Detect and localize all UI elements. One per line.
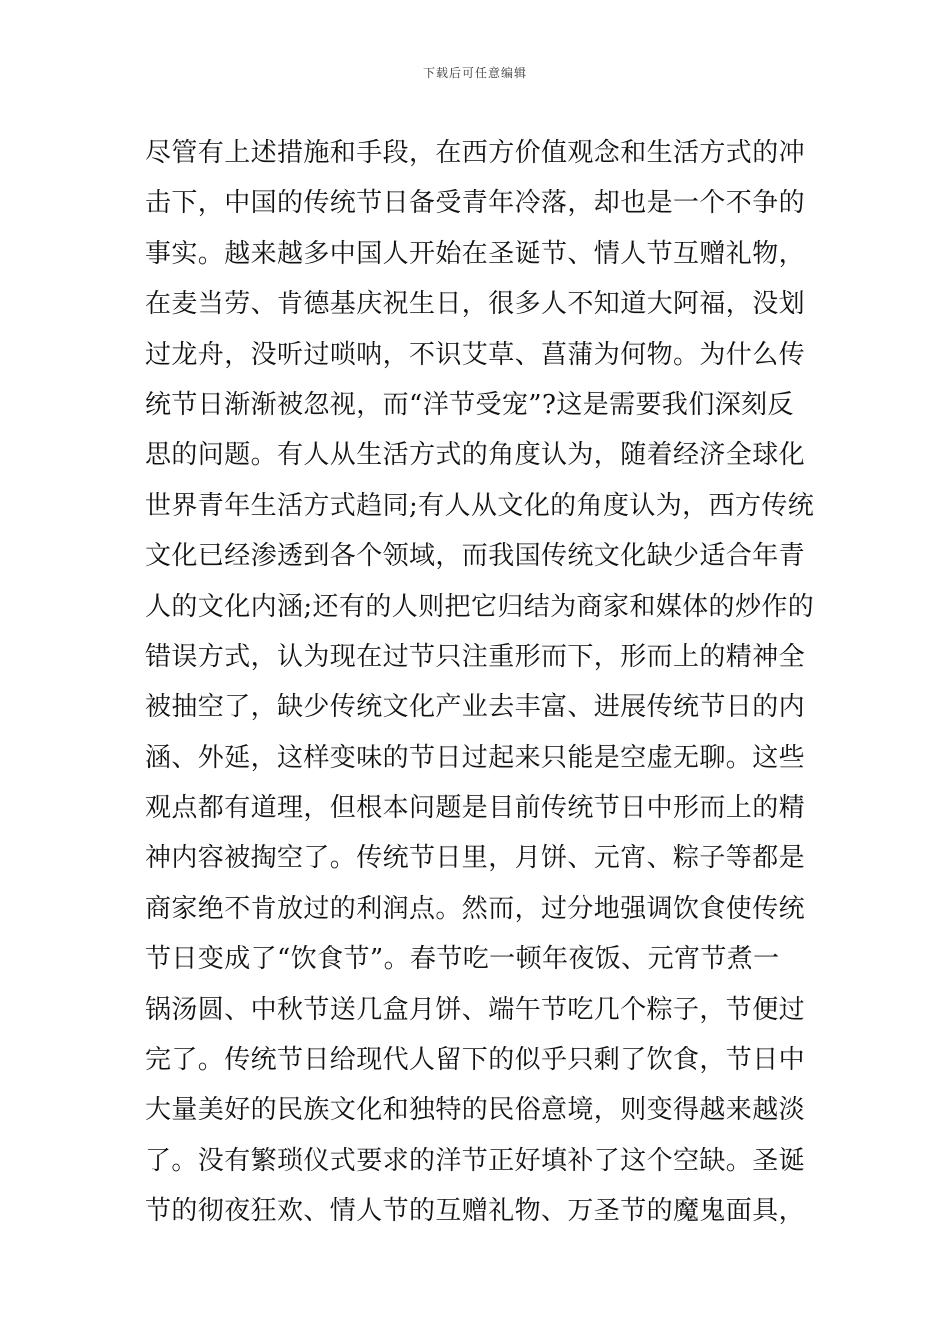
text-line: 文化已经渗透到各个领域，而我国传统文化缺少适合年青: [145, 541, 806, 572]
page-header: 下载后可任意编辑: [422, 66, 527, 80]
body-paragraph: [145, 128, 815, 1237]
text-line: 节日变成了“饮食节”。春节吃一顿年夜饭、元宵节煮一: [145, 944, 780, 975]
text-line: 人的文化内涵;还有的人则把它归结为商家和媒体的炒作的: [145, 591, 815, 622]
text-line: 过龙舟，没听过唢呐，不识艾草、菖蒲为何物。为什么传: [145, 339, 806, 370]
text-line: 错误方式，认为现在过节只注重形而下，形而上的精神全: [145, 641, 806, 672]
text-line: 神内容被掏空了。传统节日里，月饼、元宵、粽子等都是: [145, 843, 806, 874]
text-line: 了。没有繁琐仪式要求的洋节正好填补了这个空缺。圣诞: [145, 1145, 806, 1176]
text-line: 思的问题。有人从生活方式的角度认为，随着经济全球化: [145, 440, 806, 471]
text-line: 商家绝不肯放过的利润点。然而，过分地强调饮食使传统: [145, 893, 806, 924]
text-line: 大量美好的民族文化和独特的民俗意境，则变得越来越淡: [145, 1095, 806, 1126]
text-line: 完了。传统节日给现代人留下的似乎只剩了饮食，节日中: [145, 1045, 806, 1076]
text-line: 击下，中国的传统节日备受青年冷落，却也是一个不争的: [145, 188, 806, 219]
text-line: 涵、外延，这样变味的节日过起来只能是空虚无聊。这些: [145, 742, 806, 773]
text-line: 尽管有上述措施和手段，在西方价值观念和生活方式的冲: [145, 138, 806, 168]
text-line: 世界青年生活方式趋同;有人从文化的角度认为，西方传统: [145, 490, 815, 521]
text-line: 事实。越来越多中国人开始在圣诞节、情人节互赠礼物，: [145, 238, 806, 269]
text-line: 被抽空了，缺少传统文化产业去丰富、进展传统节日的内: [145, 692, 806, 723]
text-line: 统节日渐渐被忽视，而“洋节受宠”?这是需要我们深刻反: [145, 389, 794, 420]
text-line: 节的彻夜狂欢、情人节的互赠礼物、万圣节的魔鬼面具，: [145, 1196, 806, 1227]
text-line: 在麦当劳、肯德基庆祝生日，很多人不知道大阿福，没划: [145, 289, 806, 320]
text-line: 锅汤圆、中秋节送几盒月饼、端午节吃几个粽子，节便过: [145, 994, 806, 1025]
text-line: 观点都有道理，但根本问题是目前传统节日中形而上的精: [145, 793, 806, 824]
